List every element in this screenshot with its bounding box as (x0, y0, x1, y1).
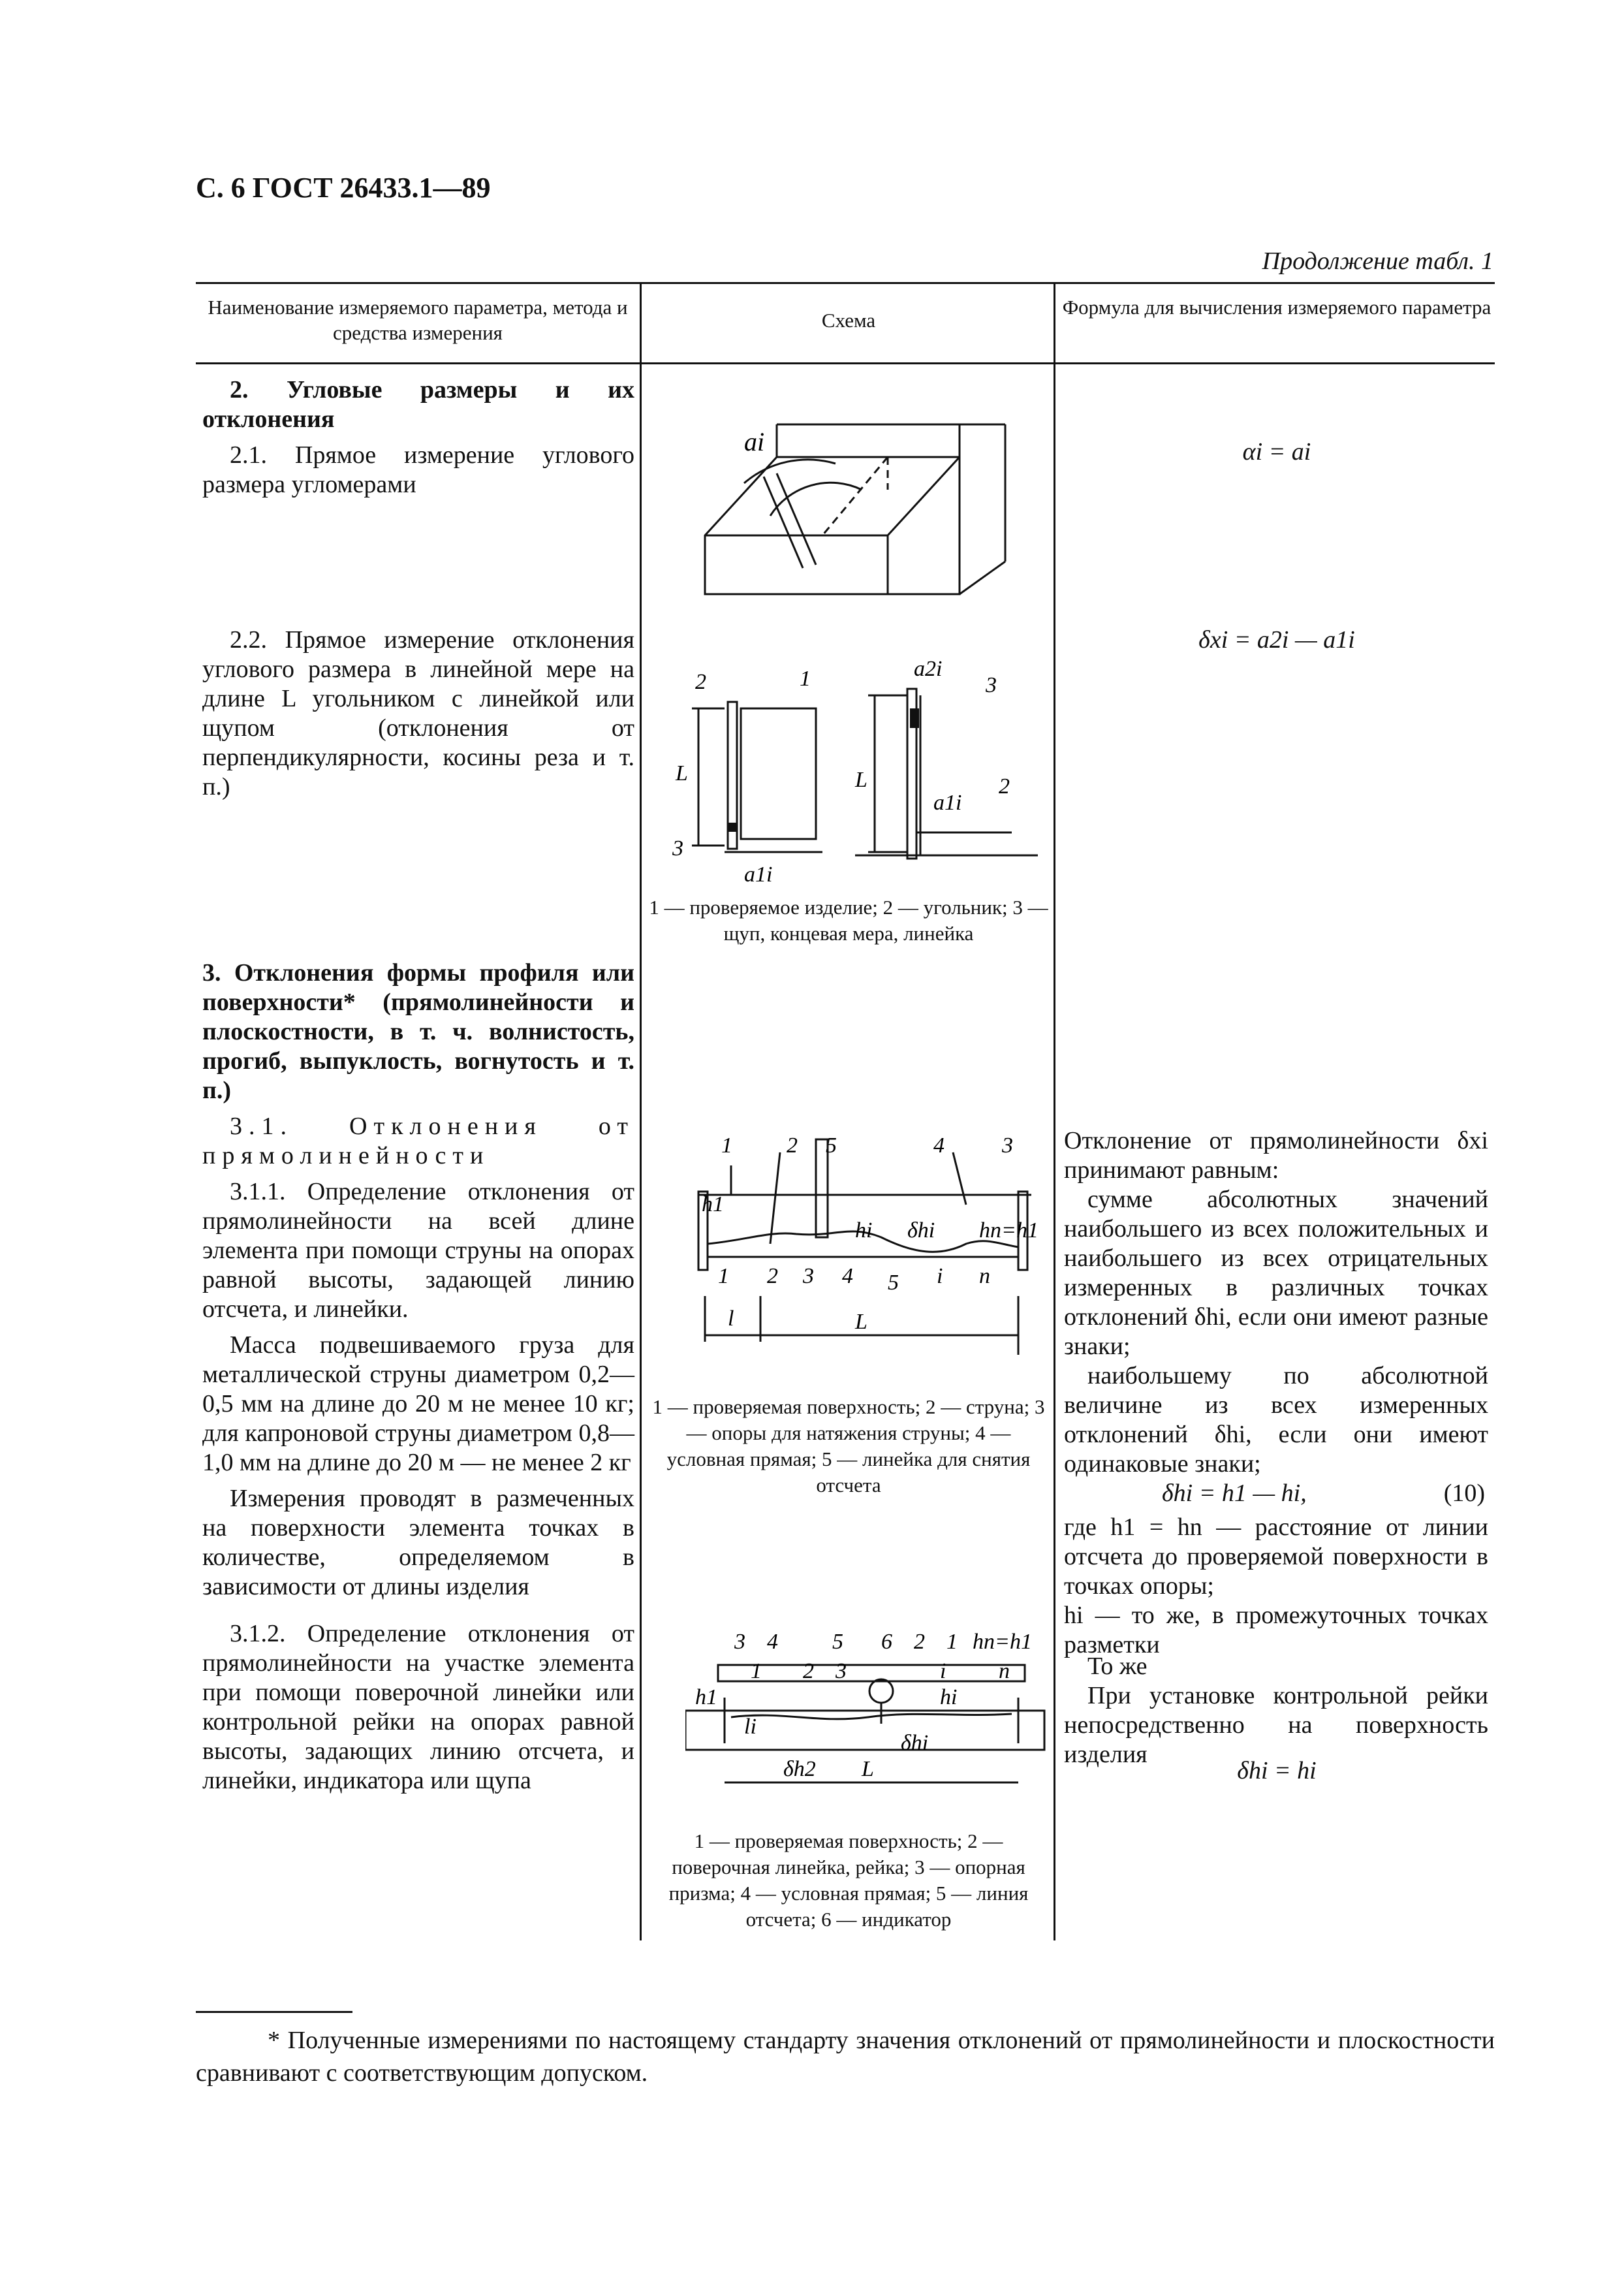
svg-text:3: 3 (803, 1264, 814, 1288)
column-header-parameter: Наименование измеряемого параметра, метода и средства измерения (208, 296, 628, 344)
svg-text:4: 4 (842, 1264, 853, 1288)
svg-text:1: 1 (800, 667, 811, 691)
svg-text:L: L (676, 761, 688, 785)
svg-text:hi: hi (855, 1218, 873, 1242)
section-3-1-1-para-3: Измерения проводят в размеченных на поверхности элемента точках в количестве, определяемом в зависимости от длины изделия (202, 1485, 634, 1600)
svg-text:5: 5 (832, 1630, 843, 1654)
equation-10-row (1064, 1479, 1488, 1513)
svg-text:i: i (937, 1264, 943, 1288)
svg-text:5: 5 (888, 1271, 899, 1295)
formula-3-1-2-note: При установке контрольной рейки непосредственно на поверхность изделия (1064, 1682, 1488, 1768)
svg-text:hn=h1: hn=h1 (973, 1630, 1032, 1654)
svg-text:3: 3 (986, 673, 997, 697)
section-3-1-title: 3.1. Отклонения от прямолинейности (202, 1113, 634, 1169)
svg-text:1: 1 (721, 1133, 732, 1158)
page-title: С. 6 ГОСТ 26433.1—89 (196, 172, 491, 204)
svg-text:3: 3 (835, 1659, 847, 1683)
svg-text:h1: h1 (702, 1192, 724, 1216)
diagram-straightedge (685, 1619, 1051, 1815)
svg-text:δhi: δhi (901, 1731, 929, 1755)
formula-2-2: δxi = a2i — a1i (1198, 626, 1355, 654)
formula-3-1-2-eq: δhi = hi (1237, 1757, 1317, 1784)
diagram-angle-protractor (692, 418, 1018, 614)
diagram-string-straightness (692, 1126, 1044, 1368)
formula-3-1-1-where-1: где h1 = hn — расстояние от линии отсчета до проверяемой поверхности в точках опоры; (1064, 1513, 1488, 1600)
footnote: * Полученные измерениями по настоящему стандарту значения отклонений от прямолинейности и плоскостности сравнивают с соответствующим допуском. (196, 2027, 1495, 2087)
formula-3-1-1-text (1064, 1126, 1488, 1660)
formula-2-1: αi = ai (1242, 438, 1311, 466)
section-3-1-1-para-1: 3.1.1. Определение отклонения от прямолинейности на всей длине элемента при помощи струны на опорах равной высоты, задающей линию отсчета, и линейки. (202, 1178, 634, 1323)
svg-text:4: 4 (933, 1133, 945, 1158)
column-header-scheme: Схема (821, 309, 876, 332)
equation-10: δhi = h1 — hi, (1162, 1480, 1307, 1507)
svg-text:i: i (940, 1659, 946, 1683)
svg-text:1: 1 (751, 1659, 762, 1683)
diagram-perpendicularity (659, 656, 1051, 891)
svg-text:2: 2 (767, 1264, 778, 1288)
formula-3-1-1-rule-b: наибольшему по абсолютной величине из всех измеренных отклонений δhi, если они имеют одинаковые знаки; (1064, 1362, 1488, 1478)
table-column-divider-2 (1054, 282, 1055, 1940)
section-2-block (202, 375, 634, 506)
table-top-rule (196, 282, 1495, 284)
svg-text:1: 1 (946, 1630, 958, 1654)
svg-text:a2i: a2i (914, 657, 943, 681)
section-2-2-block (202, 625, 634, 808)
svg-text:a1i: a1i (933, 791, 962, 815)
angle-label-ai: ai (744, 427, 765, 456)
svg-text:l: l (728, 1306, 734, 1331)
svg-text:h1: h1 (695, 1685, 717, 1709)
svg-text:2: 2 (914, 1630, 925, 1654)
svg-text:5: 5 (826, 1133, 837, 1158)
formula-3-1-1-rule-a: сумме абсолютных значений наибольшего из всех положительных и наибольшего из всех отрицательных измеренных в различных точках отклонений δhi, если они имеют разные знаки; (1064, 1186, 1488, 1360)
table-header-rule (196, 362, 1495, 364)
svg-text:δhi: δhi (907, 1218, 935, 1242)
svg-text:n: n (979, 1264, 990, 1288)
svg-text:li: li (744, 1715, 757, 1739)
svg-text:1: 1 (718, 1264, 729, 1288)
svg-text:δh2: δh2 (783, 1757, 816, 1781)
svg-text:a1i: a1i (744, 863, 773, 887)
table-column-divider-1 (640, 282, 642, 1940)
section-2-1-text: 2.1. Прямое измерение углового размера угломерами (202, 441, 634, 498)
svg-text:L: L (855, 768, 867, 792)
formula-3-1-2-text (1064, 1652, 1488, 1769)
diagram-4-caption: 1 — проверяемая поверхность; 2 — поверочная линейка, рейка; 3 — опорная призма; 4 — условная прямая; 5 — линия отсчета; 6 — индикатор (668, 1829, 1029, 1931)
svg-text:L: L (862, 1757, 874, 1781)
svg-text:n: n (999, 1659, 1010, 1683)
section-2-title: 2. Угловые размеры и их отклонения (202, 376, 634, 433)
svg-text:2: 2 (999, 774, 1010, 799)
section-3-title: 3. Отклонения формы профиля или поверхности* (прямолинейности и плоскостности, в т. ч. волнистость, прогиб, выпуклость, вогнутость и т. п.) (202, 959, 634, 1104)
svg-text:3: 3 (672, 836, 683, 861)
formula-3-1-1-where-2: hi — то же, в промежуточных точках разметки (1064, 1602, 1488, 1658)
svg-text:2: 2 (803, 1659, 814, 1683)
svg-text:2: 2 (787, 1133, 798, 1158)
formula-3-1-2-same: То же (1087, 1653, 1148, 1680)
section-2-2-text: 2.2. Прямое измерение отклонения углового размера в линейной мере на длине L угольником с линейкой или щупом (отклонения от перпендикулярности, косины реза и т. п.) (202, 626, 634, 800)
formula-3-1-1-intro: Отклонение от прямолинейности δxi принимают равным: (1064, 1127, 1488, 1184)
column-header-formula: Формула для вычисления измеряемого параметра (1062, 296, 1491, 319)
footnote-rule (196, 2011, 352, 2013)
table-continuation-label: Продолжение табл. 1 (1262, 247, 1493, 275)
svg-text:3: 3 (734, 1630, 745, 1654)
svg-text:hi: hi (940, 1685, 958, 1709)
section-3-1-1-para-2: Масса подвешиваемого груза для металлической струны диаметром 0,2—0,5 мм на длине до 20 м не менее 10 кг; для капроновой струны диаметром 0,8—1,0 мм на длине до 20 м — не менее 2 кг (202, 1331, 634, 1476)
svg-text:2: 2 (695, 670, 706, 694)
section-3-1-2-text: 3.1.2. Определение отклонения от прямолинейности на участке элемента при помощи поверочной линейки или контрольной рейки на опорах равной высоты, задающих линию отсчета, и линейки, индикатора или щупа (202, 1620, 634, 1794)
diagram-3-caption: 1 — проверяемая поверхность; 2 — струна; 3 — опоры для натяжения струны; 4 — условная прямая; 5 — линейка для снятия отсчета (652, 1395, 1045, 1496)
diagram-2-caption: 1 — проверяемое изделие; 2 — угольник; 3 — щуп, концевая мера, линейка (649, 896, 1048, 945)
svg-text:hn=h1: hn=h1 (979, 1218, 1038, 1242)
svg-text:3: 3 (1002, 1133, 1013, 1158)
svg-text:4: 4 (767, 1630, 778, 1654)
svg-text:6: 6 (881, 1630, 892, 1654)
svg-text:L: L (855, 1310, 867, 1334)
equation-10-number: (10) (1443, 1480, 1485, 1507)
section-3-1-2-block (202, 1619, 634, 1802)
section-3-block (202, 958, 634, 1608)
